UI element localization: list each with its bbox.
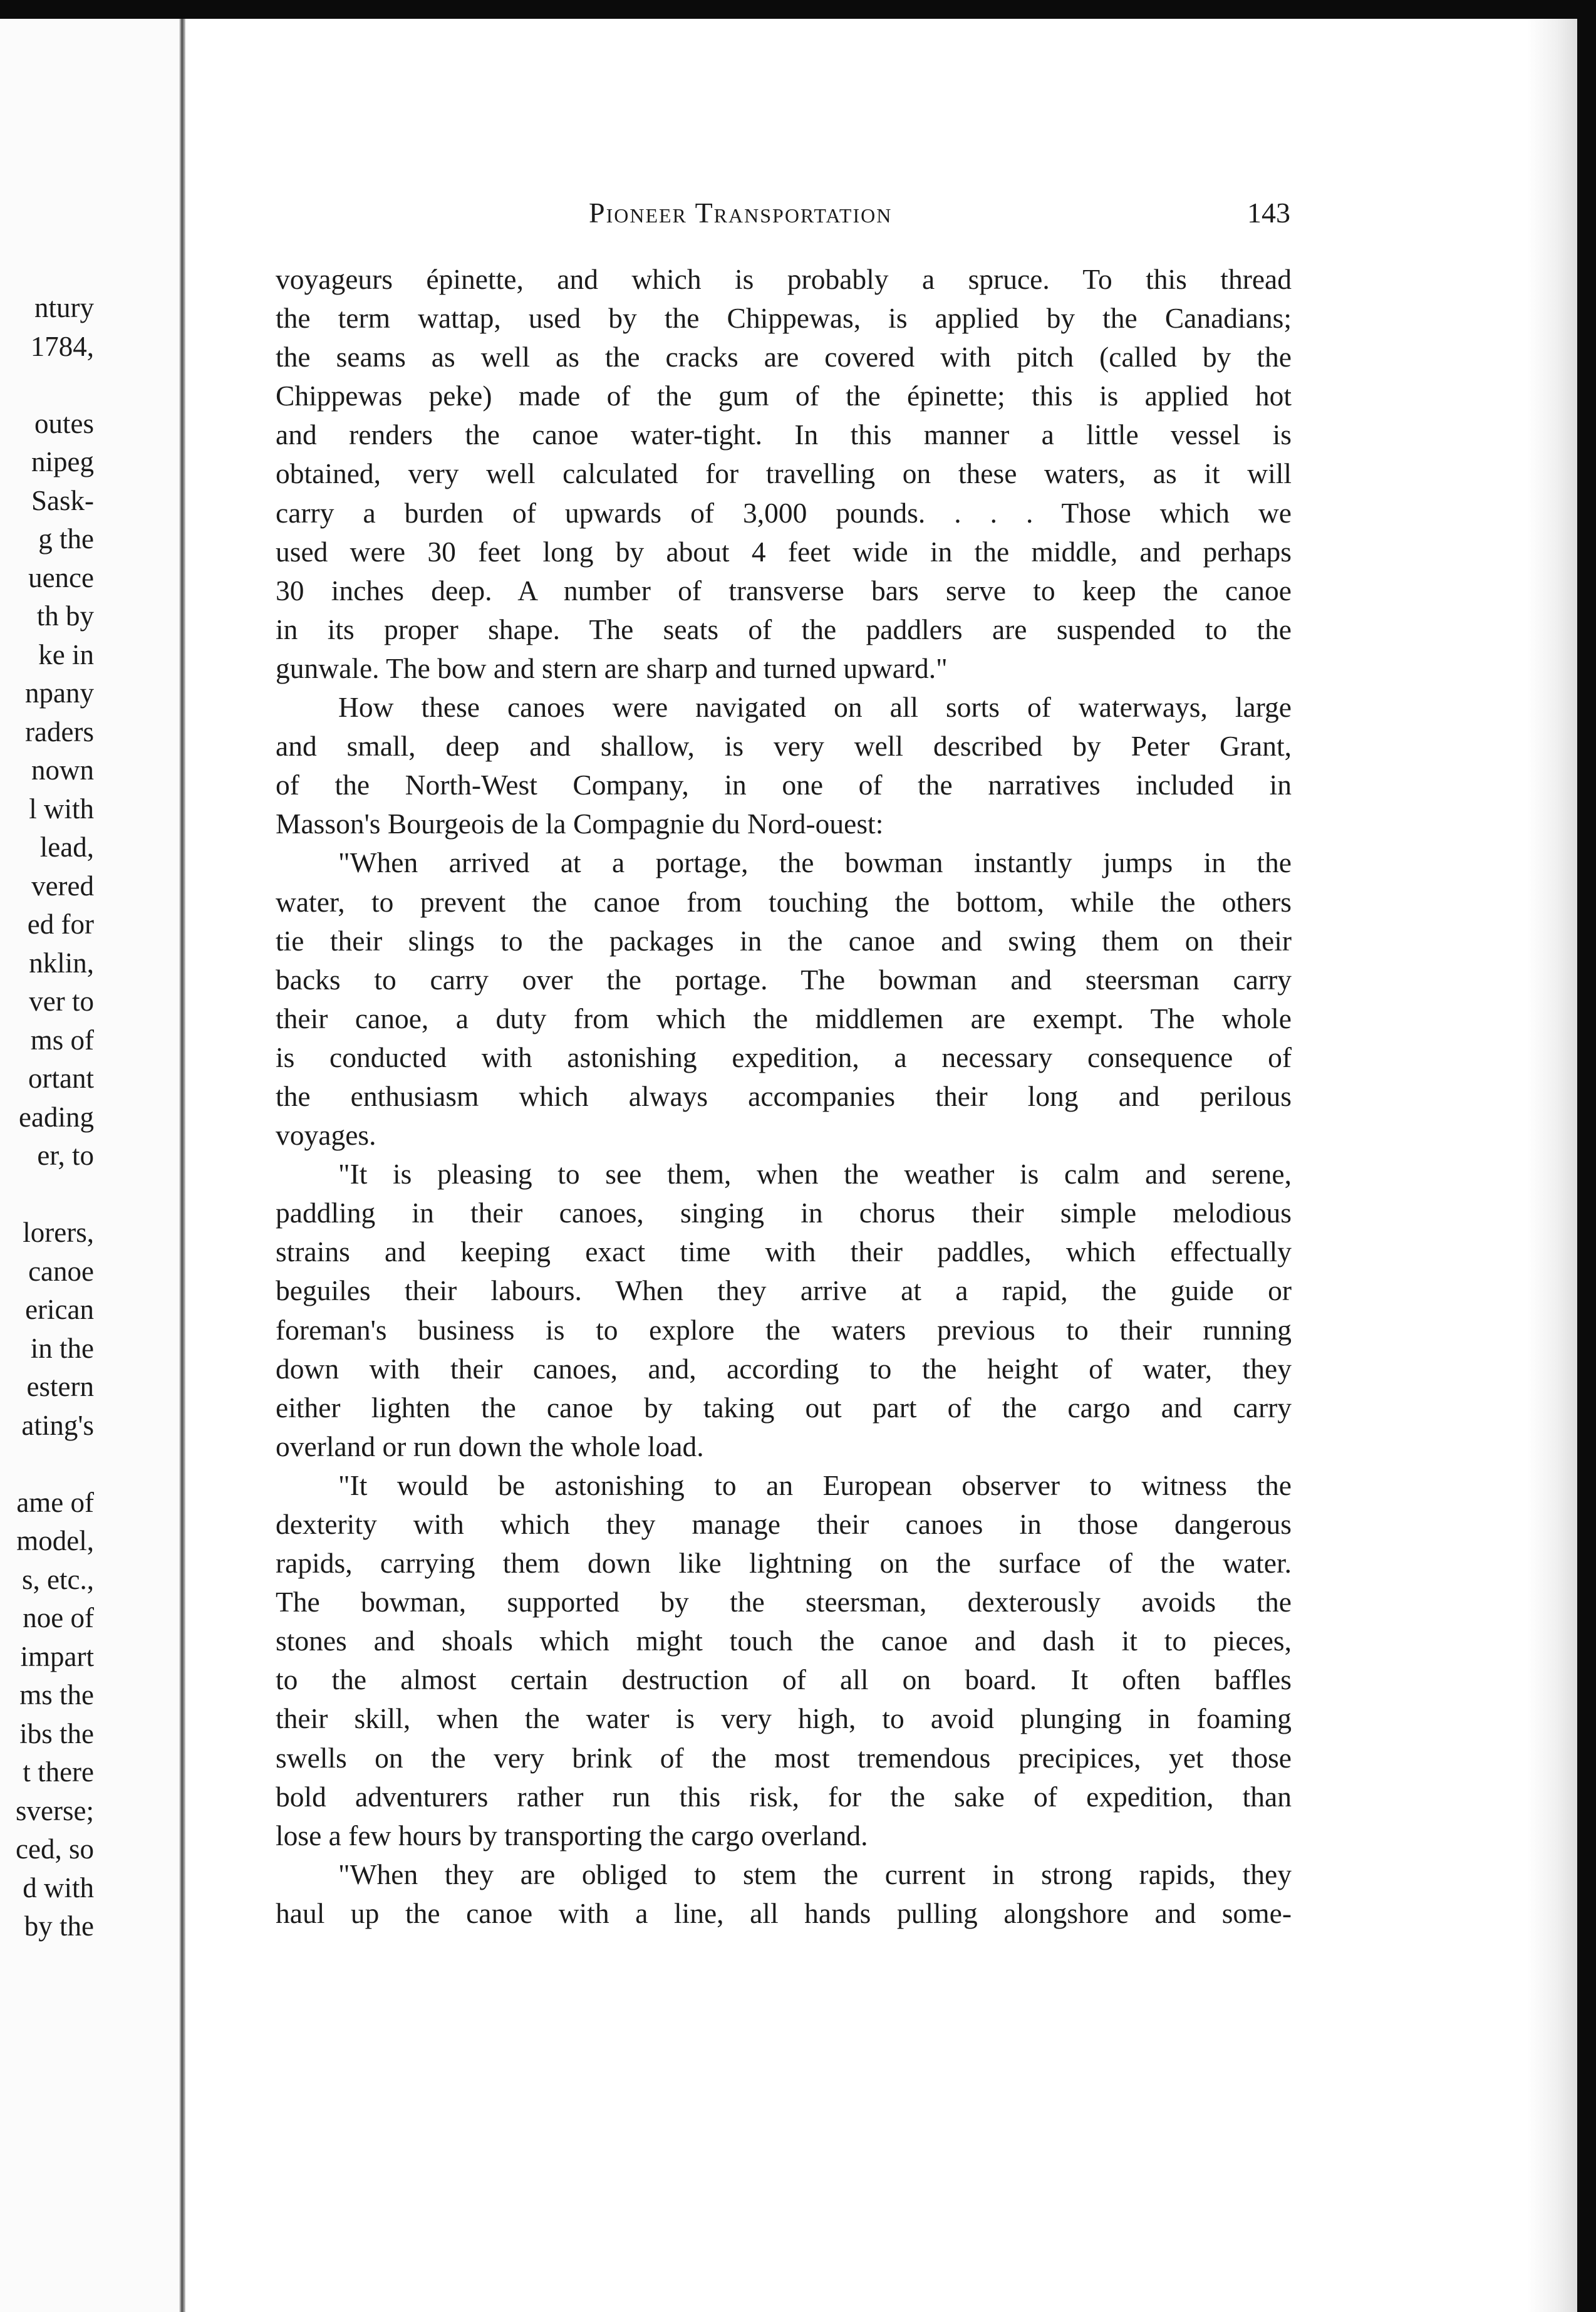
previous-page-line: ke in [38,638,94,670]
previous-page-line: erican [25,1294,94,1325]
previous-page-line: ms the [19,1679,94,1711]
page-edge-shadow [1527,19,1577,2312]
previous-page-line: ating's [21,1409,94,1441]
scan-right-border [1577,0,1596,2312]
previous-page-line: raders [25,716,94,747]
text-line: is conducted with astonishing expedition, a necessary consequence of [276,1041,1292,1073]
previous-page-line: estern [26,1371,94,1402]
previous-page-line: nipeg [31,446,94,477]
text-line: tie their slings to the packages in the canoe and swing them on their [276,924,1292,957]
previous-page-line: lorers, [23,1217,94,1248]
text-line: the enthusiasm which always accompanies their long and perilous [276,1080,1292,1112]
previous-page-line: ibs the [19,1717,94,1749]
text-line: rapids, carrying them down like lightning on the surface of the water. [276,1547,1292,1580]
text-line: their skill, when the water is very high, to avoid plunging in foaming [276,1702,1292,1735]
previous-page-line: noe of [23,1602,94,1633]
text-line: the seams as well as the cracks are covered with pitch (called by the [276,341,1292,373]
previous-page-line: s, etc., [22,1563,94,1595]
text-line: in its proper shape. The seats of the paddlers are suspended to the [276,613,1292,645]
text-line: stones and shoals which might touch the canoe and dash it to pieces, [276,1625,1292,1657]
text-line: to the almost certain destruction of all on board. It often baffles [276,1664,1292,1696]
text-line: obtained, very well calculated for travelling on these waters, as it will [276,457,1292,490]
text-line: foreman's business is to explore the waters previous to their running [276,1313,1292,1346]
text-line: lose a few hours by transporting the cargo overland. [276,1819,868,1851]
previous-page-line: d with [23,1872,94,1903]
previous-page-line: ced, so [16,1833,94,1865]
previous-page-line: er, to [37,1140,94,1171]
previous-page-line: vered [31,870,94,902]
text-line: their canoe, a duty from which the middlemen are exempt. The whole [276,1002,1292,1034]
previous-page-line: lead, [39,831,94,863]
previous-page-edge [0,19,183,2312]
text-line: "It would be astonishing to an European observer to witness the [338,1469,1292,1501]
text-line: bold adventurers rather run this risk, for the sake of expedition, than [276,1780,1292,1813]
previous-page-line: l with [29,793,94,825]
previous-page-line: in the [30,1332,94,1364]
text-line: voyages. [276,1119,376,1152]
page-header [276,188,1290,238]
text-line: beguiles their labours. When they arrive at a rapid, the guide or [276,1274,1292,1307]
text-line: voyageurs épinette, and which is probably a spruce. To this thread [276,263,1292,295]
previous-page-line: outes [34,407,94,439]
text-line: Chippewas peke) made of the gum of the épinette; this is applied hot [276,380,1292,412]
previous-page-line: Sask- [31,484,94,516]
text-line: backs to carry over the portage. The bowman and steersman carry [276,963,1292,996]
text-line: carry a burden of upwards of 3,000 pounds. . . . Those which we [276,496,1292,529]
previous-page-line: sverse; [16,1794,94,1826]
text-line: 30 inches deep. A number of transverse bars serve to keep the canoe [276,574,1292,607]
book-gutter [179,19,185,2312]
text-line: haul up the canoe with a line, all hands pulling alongshore and some- [276,1897,1292,1929]
text-line: and small, deep and shallow, is very well described by Peter Grant, [276,730,1292,763]
page-number: 143 [1247,197,1290,229]
text-line: The bowman, supported by the steersman, dexterously avoids the [276,1586,1292,1618]
text-line: the term wattap, used by the Chippewas, is applied by the Canadians; [276,302,1292,335]
previous-page-line: model, [16,1525,94,1556]
text-line: of the North-West Company, in one of the narratives included in [276,769,1292,801]
text-line: strains and keeping exact time with their paddles, which effectually [276,1236,1292,1268]
previous-page-line: npany [25,677,94,709]
previous-page-line: ntury [34,292,94,323]
previous-page-line: nklin, [29,947,94,979]
previous-page-line: t there [23,1756,94,1788]
previous-page-line: th by [36,600,94,632]
previous-page-line: ver to [29,986,94,1017]
text-line: water, to prevent the canoe from touching the bottom, while the others [276,885,1292,918]
previous-page-line: ame of [16,1486,94,1518]
text-line: dexterity with which they manage their canoes in those dangerous [276,1508,1292,1540]
scan-top-border [0,0,1596,19]
text-line: "When arrived at a portage, the bowman instantly jumps in the [338,846,1292,879]
running-title: Pioneer Transportation [589,197,893,229]
text-line: gunwale. The bow and stern are sharp and turned upward." [276,652,948,684]
previous-page-line: uence [28,561,94,593]
text-line: swells on the very brink of the most tremendous precipices, yet those [276,1741,1292,1774]
text-line: overland or run down the whole load. [276,1430,704,1462]
text-line: paddling in their canoes, singing in chorus their simple melodious [276,1197,1292,1229]
previous-page-line: 1784, [30,330,94,362]
previous-page-line: g the [38,523,94,555]
text-line: "It is pleasing to see them, when the weather is calm and serene, [338,1158,1292,1190]
previous-page-line: by the [24,1910,94,1942]
text-line: down with their canoes, and, according to the height of water, they [276,1352,1292,1385]
previous-page-line: impart [20,1640,94,1672]
previous-page-line: ortant [28,1063,94,1094]
previous-page-line: eading [19,1101,94,1133]
text-line: How these canoes were navigated on all sorts of waterways, large [338,691,1292,724]
previous-page-line: nown [31,754,94,786]
previous-page-line: ed for [27,909,94,940]
previous-page-line: ms of [30,1024,94,1056]
text-line: used were 30 feet long by about 4 feet wide in the middle, and perhaps [276,535,1292,568]
text-line: Masson's Bourgeois de la Compagnie du Nord-ouest: [276,808,884,840]
text-line: "When they are obliged to stem the current in strong rapids, they [338,1858,1292,1890]
text-line: and renders the canoe water-tight. In this manner a little vessel is [276,419,1292,451]
body-text [276,260,1292,1933]
previous-page-line: canoe [28,1255,94,1287]
text-line: either lighten the canoe by taking out part of the cargo and carry [276,1391,1292,1424]
